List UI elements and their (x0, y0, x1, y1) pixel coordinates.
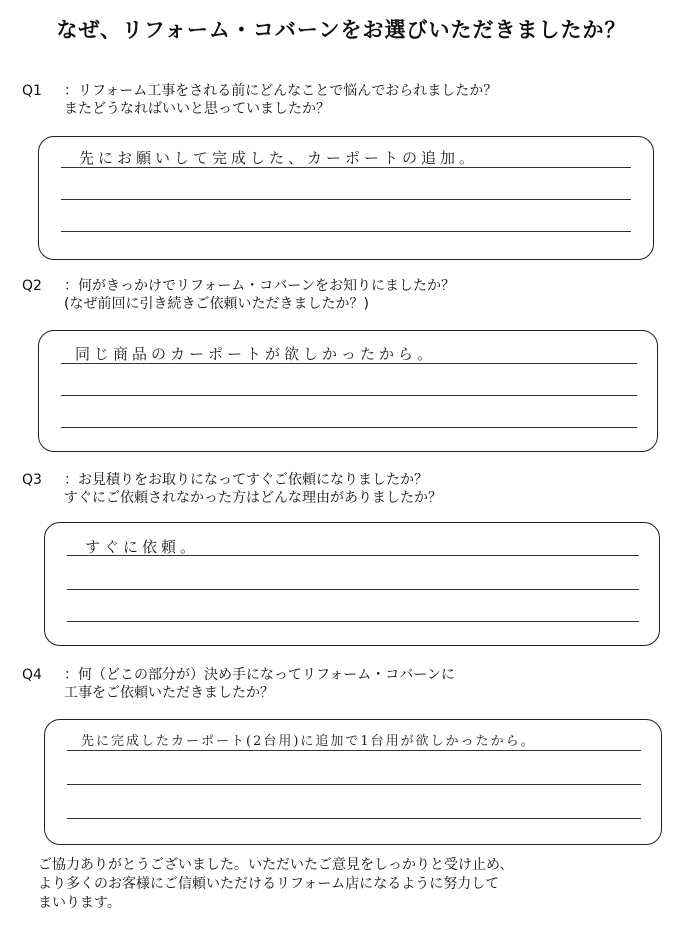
question-text: (なぜ前回に引き続きご依頼いただきましたか？) (64, 296, 369, 312)
question-text: すぐにご依頼されなかった方はどんな理由がありましたか？ (64, 490, 442, 506)
writing-line (61, 395, 637, 396)
answer-text: 同じ商品のカーポートが欲しかったから。 (75, 345, 437, 363)
question-number: Q4 (22, 667, 42, 683)
question-text: またどうなればいいと思っていましたか？ (64, 101, 330, 117)
answer-box-4 (44, 719, 662, 845)
question-text: ：何がきっかけでリフォーム・コバーンをお知りにましたか？ (64, 278, 456, 294)
question-text: ：何（どこの部分が）決め手になってリフォーム・コバーンに (64, 667, 456, 683)
question-2 (22, 277, 455, 313)
closing-line: より多くのお客様にご信頼いただけるリフォーム店になるように努力して (38, 876, 500, 892)
question-number: Q2 (22, 278, 42, 294)
writing-line (61, 427, 637, 428)
closing-line: まいります。 (38, 895, 121, 911)
answer-box-3 (44, 522, 660, 646)
writing-line (61, 199, 631, 200)
writing-line (67, 621, 639, 622)
answer-box-1 (38, 136, 654, 260)
question-text: ：リフォーム工事をされる前にどんなことで悩んでおられましたか？ (64, 83, 498, 99)
page-title: なぜ、リフォーム・コバーンをお選びいただきましたか？ (56, 18, 627, 42)
writing-line (67, 818, 641, 819)
closing-line: ご協力ありがとうございました。いただいたご意見をしっかりと受け止め、 (38, 857, 514, 873)
writing-line (61, 231, 631, 232)
writing-line (67, 750, 641, 751)
writing-line (67, 784, 641, 785)
question-4 (22, 666, 455, 702)
closing-message (38, 856, 513, 913)
question-number: Q1 (22, 83, 42, 99)
question-text: ：お見積りをお取りになってすぐご依頼になりましたか？ (64, 472, 428, 488)
answer-text: 先にお願いして完成した、カーポートの追加。 (79, 149, 479, 167)
answer-box-2 (38, 330, 658, 452)
question-3 (22, 471, 442, 507)
question-number: Q3 (22, 472, 42, 488)
answer-text: 先に完成したカーポート(2台用)に追加で1台用が欲しかったから。 (81, 734, 536, 749)
writing-line (67, 589, 639, 590)
answer-text: すぐに依頼。 (85, 538, 200, 556)
question-text: 工事をご依頼いただきましたか？ (64, 685, 274, 701)
question-1 (22, 82, 497, 118)
